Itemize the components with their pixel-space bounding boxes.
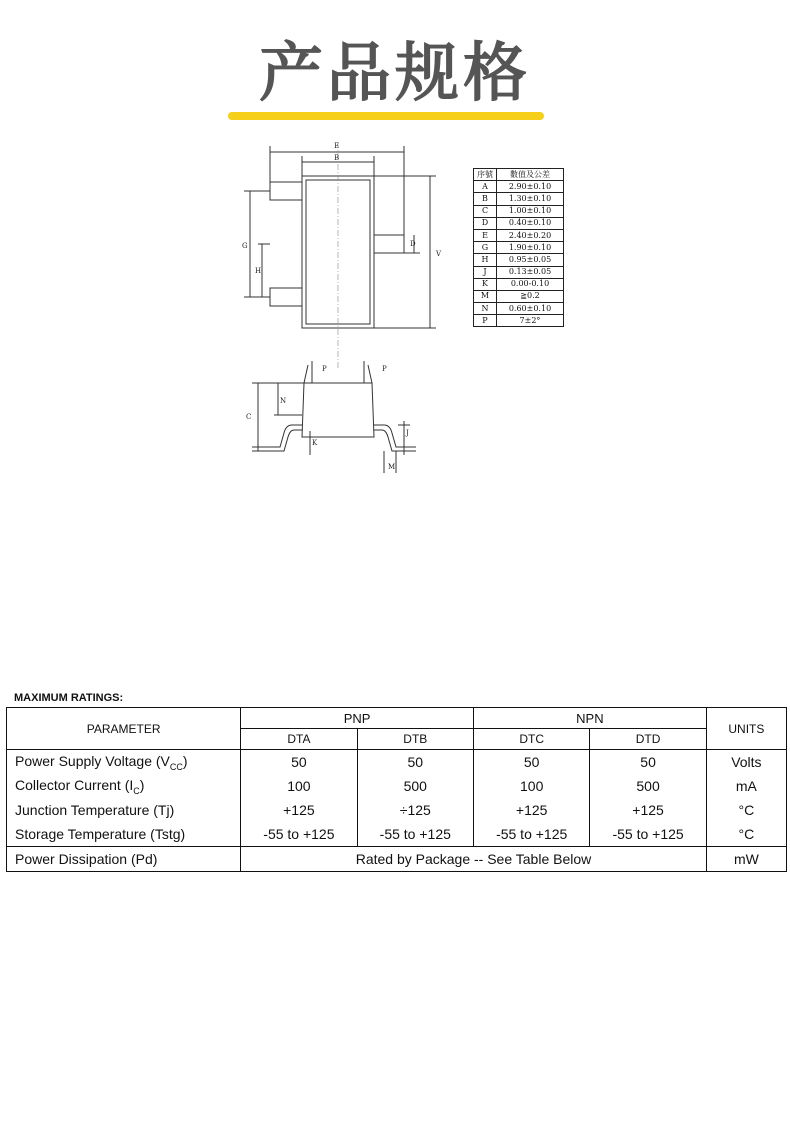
- unit-cell: mA: [735, 778, 757, 794]
- group-header-npn: NPN: [473, 708, 706, 729]
- units-header: UNITS: [706, 708, 786, 750]
- unit-cell: Volts: [731, 754, 762, 770]
- table-row: [474, 242, 564, 254]
- dim-header-code: 序號: [474, 169, 497, 181]
- dim-value: 0.00-0.10: [497, 278, 564, 290]
- value-cell: 100: [241, 774, 357, 798]
- table-row: [474, 315, 564, 327]
- subheader-dtc: DTC: [473, 729, 589, 750]
- dim-code: E: [474, 229, 497, 241]
- dim-value: 0.95±0.05: [497, 254, 564, 266]
- param-cell: Storage Temperature (Tstg): [7, 822, 241, 847]
- dim-value: 2.40±0.20: [497, 229, 564, 241]
- dim-label-g: G: [242, 242, 248, 250]
- table-row: [7, 822, 787, 847]
- table-row: [474, 217, 564, 229]
- value-cell: 500: [590, 774, 706, 798]
- dim-value: 0.40±0.10: [497, 217, 564, 229]
- table-row: [474, 290, 564, 302]
- title-underline: [228, 112, 544, 120]
- dim-code: J: [474, 266, 497, 278]
- dim-code: H: [474, 254, 497, 266]
- param-cell: Power Supply Voltage $(V_{CC})$: [7, 750, 241, 775]
- value-cell: ÷125: [357, 798, 473, 822]
- dim-code: C: [474, 205, 497, 217]
- package-side-view-diagram: [238, 355, 418, 480]
- table-row: [474, 205, 564, 217]
- table-row: [474, 254, 564, 266]
- dim-label-m: M: [388, 463, 396, 471]
- table-row: [474, 278, 564, 290]
- ratings-caption: MAXIMUM RATINGS:: [14, 692, 124, 704]
- dim-value: 2.90±0.10: [497, 181, 564, 193]
- dim-value: 0.13±0.05: [497, 266, 564, 278]
- value-cell: -55 to +125: [357, 822, 473, 847]
- dim-label-n: N: [280, 397, 287, 405]
- unit-cell: mW: [706, 847, 786, 872]
- max-ratings-table: [6, 707, 787, 872]
- value-cell: 500: [357, 774, 473, 798]
- dim-header-value: 數值及公差: [497, 169, 564, 181]
- table-row: [474, 266, 564, 278]
- param-cell: Power Dissipation (Pd): [7, 847, 241, 872]
- subheader-dtb: DTB: [357, 729, 473, 750]
- value-cell: 50: [241, 750, 357, 775]
- dim-code: A: [474, 181, 497, 193]
- table-row: [7, 750, 787, 775]
- value-cell: 50: [590, 750, 706, 775]
- dim-code: B: [474, 193, 497, 205]
- dim-label-k: K: [312, 439, 318, 447]
- dim-value: 1.90±0.10: [497, 242, 564, 254]
- group-header-pnp: PNP: [241, 708, 474, 729]
- dim-code: N: [474, 303, 497, 315]
- dim-value: ≧0.2: [497, 290, 564, 302]
- dim-value: 1.30±0.10: [497, 193, 564, 205]
- page-title: 产品规格: [259, 37, 531, 111]
- value-cell: -55 to +125: [473, 822, 589, 847]
- value-cell: 50: [473, 750, 589, 775]
- dim-label-d: D: [410, 240, 416, 248]
- param-cell: Collector Current $(I_C)$: [7, 774, 241, 798]
- value-cell: +125: [241, 798, 357, 822]
- dim-code: K: [474, 278, 497, 290]
- table-row: [7, 774, 787, 798]
- value-cell: -55 to +125: [590, 822, 706, 847]
- dim-label-e: E: [334, 142, 340, 150]
- value-cell: +125: [590, 798, 706, 822]
- value-cell: 100: [473, 774, 589, 798]
- dim-value: 1.00±0.10: [497, 205, 564, 217]
- table-row: [7, 847, 787, 872]
- dim-label-b: B: [334, 154, 340, 162]
- table-row: [474, 181, 564, 193]
- dim-label-v: V: [436, 250, 442, 258]
- table-row: [474, 229, 564, 241]
- param-cell: Junction Temperature (Tj): [7, 798, 241, 822]
- dim-label-c: C: [246, 413, 252, 421]
- dim-label-h: H: [255, 267, 262, 275]
- unit-cell: °C: [738, 802, 755, 818]
- dimension-table: [473, 168, 564, 327]
- dim-label-p-right: P: [382, 365, 387, 373]
- subheader-dtd: DTD: [590, 729, 706, 750]
- param-header: PARAMETER: [7, 708, 241, 750]
- rated-by-package-cell: Rated by Package -- See Table Below: [241, 847, 707, 872]
- table-row: [474, 303, 564, 315]
- value-cell: -55 to +125: [241, 822, 357, 847]
- dim-value: 0.60±0.10: [497, 303, 564, 315]
- dim-code: M: [474, 290, 497, 302]
- dim-label-p-left: P: [322, 365, 327, 373]
- dim-code: G: [474, 242, 497, 254]
- dim-value: 7±2°: [497, 315, 564, 327]
- dim-code: P: [474, 315, 497, 327]
- subheader-dta: DTA: [241, 729, 357, 750]
- value-cell: 50: [357, 750, 473, 775]
- value-cell: +125: [473, 798, 589, 822]
- table-row: [474, 193, 564, 205]
- unit-cell: °C: [738, 826, 755, 842]
- package-top-view-diagram: [230, 138, 442, 338]
- dim-code: D: [474, 217, 497, 229]
- table-row: [7, 798, 787, 822]
- dim-label-j: J: [406, 429, 409, 437]
